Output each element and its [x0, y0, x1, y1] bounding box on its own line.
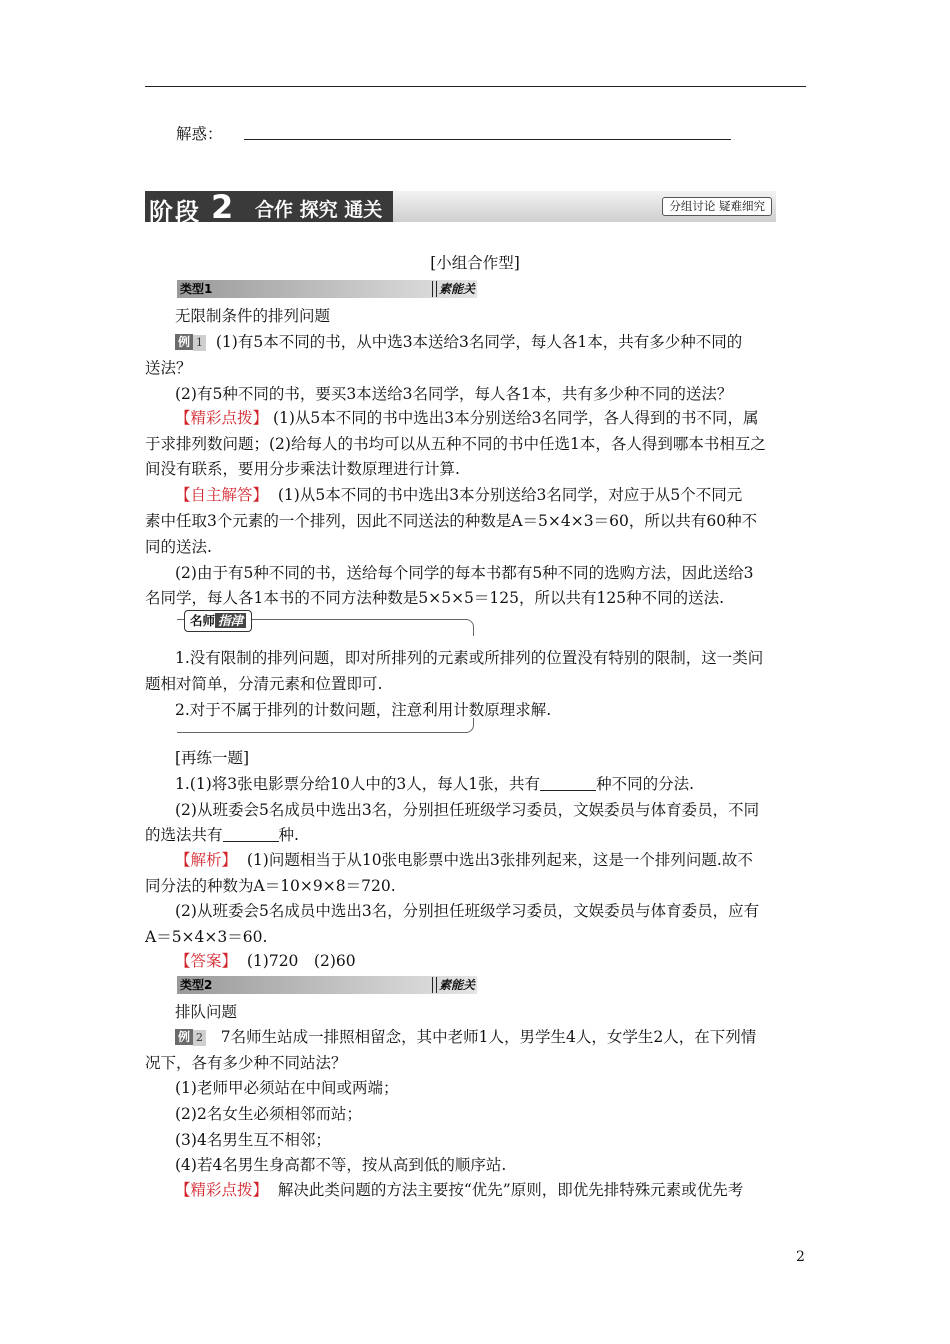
- top-rule: [145, 86, 806, 87]
- example1-line3: (2)有5种不同的书，要买3本送给3名同学，每人各1本，共有多少种不同的送法？: [175, 385, 733, 403]
- example1-line2: 送法？: [145, 359, 192, 377]
- analysis-line3: (2)从班委会5名成员中选出3名，分别担任班级学习委员，文娱委员与体育委员，应有: [175, 902, 760, 920]
- example2-line1: 例 2 7名师生站成一排照相留念，其中老师1人，男学生4人，女学生2人，在下列情: [175, 1026, 806, 1048]
- type2-bar: [177, 976, 477, 994]
- example2-line2: 况下，各有多少种不同站法？: [145, 1054, 347, 1072]
- teacher-line2: 题相对简单，分清元素和位置即可.: [145, 675, 383, 693]
- type2-right-label: 素能关: [439, 978, 476, 992]
- example-badge: 例: [175, 1029, 193, 1045]
- type1-separator: [432, 281, 437, 297]
- type2-title: 排队问题: [175, 1003, 238, 1021]
- example2-line4: (2)2名女生必须相邻而站；: [175, 1105, 362, 1123]
- type2-separator: [432, 977, 437, 993]
- teacher-tip-label: 名师 指津: [184, 610, 252, 632]
- stage-tag: 分组讨论 疑难细究: [662, 197, 772, 216]
- practice-label: [再练一题]: [175, 749, 250, 767]
- analysis-line2: 同分法的种数为A＝10×9×8＝720.: [145, 877, 396, 895]
- solution1-line4: (2)由于有5种不同的书，送给每个同学的每本书都有5种不同的选购方法，因此送给3: [175, 564, 754, 582]
- stage-label: 阶段: [149, 198, 201, 226]
- example2-line5: (3)4名男生互不相邻；: [175, 1131, 331, 1149]
- type1-label: 类型1: [180, 282, 213, 296]
- stage-title: 合作 探究 通关: [255, 199, 383, 221]
- solution1-line2: 素中任取3个元素的一个排列，因此不同送法的种数是A＝5×4×3＝60，所以共有60种不: [145, 512, 758, 530]
- answer-blank: [540, 776, 596, 791]
- example-number: 2: [193, 1030, 206, 1046]
- example2-line3: (1)老师甲必须站在中间或两端；: [175, 1079, 399, 1097]
- answer-tag: 【答案】: [175, 952, 238, 970]
- jiehuo-blank-line: [244, 139, 731, 140]
- jiehuo-label: 解惑：: [176, 125, 223, 143]
- example-number: 1: [193, 335, 206, 351]
- type1-right-label: 素能关: [439, 282, 476, 296]
- solution1-line5: 名同学，每人各1本书的不同方法种数是5×5×5＝125，所以共有125种不同的送法.: [145, 589, 725, 607]
- answer-line: 【答案】 (1)720 (2)60: [175, 952, 356, 970]
- solution1-line3: 同的送法.: [145, 538, 212, 556]
- type1-bar: [177, 280, 477, 298]
- practice-line3: 的选法共有 种.: [145, 826, 299, 844]
- hint-tag: 【精彩点拨】: [175, 409, 269, 427]
- hint1-line3: 间没有联系，要用分步乘法计数原理进行计算.: [145, 460, 460, 478]
- teacher-line1: 1.没有限制的排列问题，即对所排列的元素或所排列的位置没有特别的限制，这一类问: [175, 649, 764, 667]
- example2-line6: (4)若4名男生身高都不等，按从高到低的顺序站.: [175, 1156, 507, 1174]
- hint2-line1: 【精彩点拨】 解决此类问题的方法主要按“优先”原则，即优先排特殊元素或优先考: [175, 1181, 744, 1199]
- analysis-tag: 【解析】: [175, 851, 238, 869]
- type2-label: 类型2: [180, 978, 213, 992]
- answer-blank: [223, 827, 279, 842]
- group-label: [小组合作型]: [430, 254, 520, 272]
- hint-tag: 【精彩点拨】: [175, 1181, 269, 1199]
- stage-number: 2: [211, 188, 234, 226]
- stage-banner: [145, 188, 776, 226]
- analysis-line1: 【解析】 (1)问题相当于从10张电影票中选出3张排列起来，这是一个排列问题.故不: [175, 851, 753, 869]
- solution-tag: 【自主解答】: [175, 486, 269, 504]
- solution1-line1: 【自主解答】 (1)从5本不同的书中选出3本分别送给3名同学，对应于从5个不同元: [175, 486, 743, 504]
- teacher-line3: 2.对于不属于排列的计数问题，注意利用计数原理求解.: [175, 701, 552, 719]
- page-number: 2: [796, 1249, 805, 1265]
- example1-line1: 例 1 (1)有5本不同的书，从中选3本送给3名同学，每人各1本，共有多少种不同的: [175, 331, 806, 353]
- hint1-line2: 于求排列数问题；(2)给每人的书均可以从五种不同的书中任选1本，各人得到哪本书相互之: [145, 435, 766, 453]
- practice-line2: (2)从班委会5名成员中选出3名，分别担任班级学习委员，文娱委员与体育委员，不同: [175, 801, 760, 819]
- practice-line1: 1.(1)将3张电影票分给10人中的3人，每人1张，共有 种不同的分法.: [175, 775, 694, 793]
- hint1-line1: 【精彩点拨】 (1)从5本不同的书中选出3本分别送给3名同学，各人得到的书不同，属: [175, 409, 759, 427]
- type1-title: 无限制条件的排列问题: [175, 307, 331, 325]
- example-badge: 例: [175, 334, 193, 350]
- teacher-box-bottom: [177, 718, 474, 733]
- analysis-line4: A＝5×4×3＝60.: [145, 928, 268, 946]
